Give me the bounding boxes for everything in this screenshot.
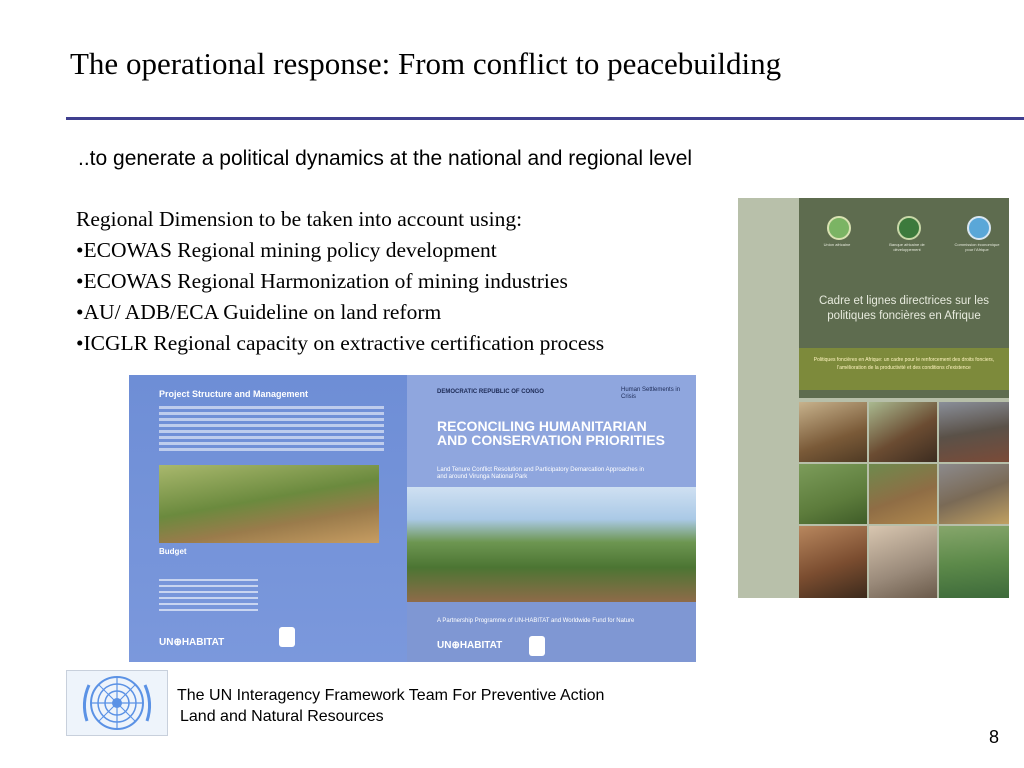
cover-photo [869, 402, 937, 462]
partner-logos [817, 216, 1007, 252]
un-habitat-logo: UN⊕HABITAT [159, 637, 225, 648]
logo-caption: Commission économique pour l'Afrique [954, 242, 1000, 252]
brochure-title: RECONCILING HUMANITARIAN AND CONSERVATION PRIORITIES [437, 418, 665, 448]
page-number: 8 [989, 727, 1000, 747]
cadre-cover-image [738, 198, 1009, 598]
logo-caption: Banque africaine de développement [889, 242, 925, 252]
brochure-front-panel [407, 375, 696, 662]
logo-caption: Union africaine [823, 242, 851, 247]
brochure-heading: Project Structure and Management [159, 389, 309, 399]
cover-photo [799, 464, 867, 524]
country-label: DEMOCRATIC REPUBLIC OF CONGO [437, 389, 544, 395]
budget-heading: Budget [159, 547, 187, 556]
bullet-item: •ECOWAS Regional Harmonization of mining industries [76, 269, 568, 293]
slide-title: The operational response: From conflict to peacebuilding [70, 46, 782, 81]
brochure-back-panel [129, 375, 407, 662]
cover-photo [939, 402, 1009, 462]
cover-photo [939, 464, 1009, 524]
regional-dimension-text [76, 204, 604, 359]
cover-photo [799, 402, 867, 462]
cover-photo-grid [799, 400, 1009, 598]
african-union-icon [827, 216, 851, 240]
bullet-item: •AU/ ADB/ECA Guideline on land reform [76, 300, 442, 324]
un-habitat-logo: UN⊕HABITAT [437, 640, 503, 651]
afdb-icon [897, 216, 921, 240]
contact-lines [159, 575, 379, 615]
brochure-footer [407, 602, 696, 662]
cover-photo [939, 526, 1009, 598]
landscape-photo [159, 465, 379, 543]
brochure-subtitle: Land Tenure Conflict Resolution and Participatory Demarcation Approaches in and around Virunga National Park [437, 467, 645, 480]
cover-spine [738, 198, 799, 598]
brochure-body-lines [159, 403, 384, 454]
cover-photo [869, 526, 937, 598]
wwf-panda-icon [529, 636, 545, 656]
cover-title: Cadre et lignes directrices sur les politiques foncières en Afrique [818, 295, 989, 322]
title-divider [66, 117, 1024, 120]
cover-photo [799, 526, 867, 598]
cover-band [799, 348, 1009, 390]
footer-org-line2: Land and Natural Resources [180, 708, 384, 725]
footer-org-line1: The UN Interagency Framework Team For Preventive Action [177, 687, 605, 704]
cover-photo [869, 464, 937, 524]
slide-subtitle: ..to generate a political dynamics at the national and regional level [78, 147, 693, 170]
series-label: Human Settlements in Crisis [621, 387, 681, 400]
intro-line: Regional Dimension to be taken into account using: [76, 207, 523, 231]
un-emblem-icon [66, 670, 168, 736]
partnership-text: A Partnership Programme of UN-HABITAT and Worldwide Fund for Nature [437, 618, 635, 624]
cover-top [799, 198, 1009, 398]
uneca-icon [967, 216, 991, 240]
field-photo [407, 487, 696, 602]
wwf-panda-icon [279, 627, 295, 647]
bullet-item: •ICGLR Regional capacity on extractive certification process [76, 331, 605, 355]
bullet-item: •ECOWAS Regional mining policy development [76, 238, 497, 262]
brochure-image [129, 375, 696, 662]
cover-band-text: Politiques foncières en Afrique: un cadre pour le renforcement des droits fonciers, l'amélioration de la productivité et des conditions d'existence [813, 357, 995, 371]
